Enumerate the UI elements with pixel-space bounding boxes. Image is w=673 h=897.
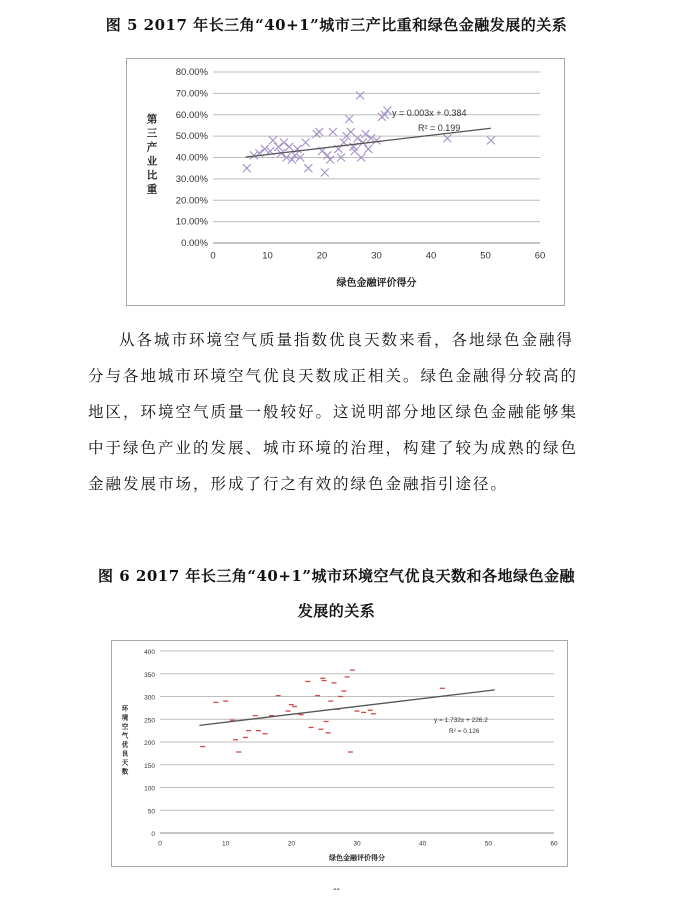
x-tick-label: 10 [262, 250, 273, 262]
y-tick-label: 100 [144, 785, 155, 793]
figure-6-caption-line-1: 图 6 2017 年长三角“40+1”城市环境空气优良天数和各地绿色金融 [98, 567, 575, 585]
data-point [383, 106, 391, 114]
data-point [315, 128, 323, 136]
y-tick-label: 10.00% [175, 216, 208, 228]
trendline-equation: y = 1.732x + 226.2 [434, 717, 488, 724]
x-tick-label: 30 [371, 250, 382, 262]
data-point [243, 164, 251, 172]
y-tick-label: 80.00% [175, 67, 208, 78]
x-tick-label: 50 [480, 250, 491, 262]
paragraph-text: 从各城市环境空气质量指数优良天数来看，各地绿色金融得分与各地城市环境空气优良天数成正相关。绿色金融得分较高的地区，环境空气质量一般较好。这说明部分地区绿色金融能够集中于绿色产业的发展、城市环境的治理，构建了较为成熟的绿色金融发展市场，形成了行之有效的绿色金融指引途径。 [88, 331, 579, 493]
y-tick-label: 50 [147, 808, 155, 816]
y-tick-label: 400 [144, 649, 155, 656]
data-point [269, 136, 277, 144]
y-tick-label: 20.00% [175, 195, 208, 207]
x-tick-label: 0 [210, 250, 216, 262]
y-tick-label: 300 [144, 694, 155, 702]
data-point [353, 134, 361, 142]
y-tick-label: 0 [151, 831, 155, 838]
data-point [321, 168, 329, 176]
data-point [345, 115, 353, 123]
y-axis-label: 第三产业比重 [146, 113, 158, 196]
body-paragraph [88, 322, 588, 502]
data-point [326, 156, 334, 164]
y-tick-label: 30.00% [175, 173, 208, 185]
x-tick-label: 60 [550, 840, 558, 848]
y-tick-label: 60.00% [175, 109, 208, 121]
figure-6-scatter-chart [112, 641, 567, 866]
x-tick-label: 50 [484, 840, 492, 848]
figure-5-chart-frame [126, 58, 565, 306]
page-number: -- [333, 884, 340, 895]
data-point [302, 139, 310, 147]
x-axis-label: 绿色金融评价得分 [336, 278, 417, 289]
r-squared-label: R² = 0.199 [418, 123, 461, 133]
data-point [274, 143, 282, 151]
r-squared-label: R² = 0.126 [449, 728, 480, 735]
x-tick-label: 20 [316, 250, 328, 262]
y-tick-label: 50.00% [175, 131, 208, 143]
y-tick-label: 70.00% [175, 88, 208, 100]
trendline-equation: y = 0.003x + 0.384 [392, 108, 467, 118]
data-point [443, 134, 451, 142]
x-tick-label: 40 [425, 250, 437, 262]
figure-5-caption: 图 5 2017 年长三角“40+1”城市三产比重和绿色金融发展的关系 [105, 16, 568, 34]
data-point [329, 128, 337, 136]
data-point [285, 143, 293, 151]
y-tick-label: 40.00% [175, 152, 208, 164]
x-tick-label: 10 [222, 840, 230, 848]
y-axis-label: 环境空气优良天数 [121, 705, 129, 776]
data-point [304, 164, 312, 172]
y-tick-label: 250 [144, 717, 155, 725]
y-tick-label: 150 [144, 762, 155, 770]
data-point [487, 136, 495, 144]
x-tick-label: 30 [353, 840, 361, 848]
x-axis-label: 绿色金融评价得分 [329, 855, 385, 862]
data-point [280, 139, 288, 147]
x-tick-label: 60 [534, 250, 546, 262]
data-point [323, 151, 331, 159]
data-point [362, 130, 370, 138]
y-tick-label: 0.00% [181, 238, 208, 249]
figure-6-chart-frame [111, 640, 568, 867]
data-point [356, 92, 364, 100]
y-tick-label: 200 [144, 740, 155, 747]
x-tick-label: 0 [158, 840, 162, 848]
x-tick-label: 40 [419, 840, 427, 848]
x-tick-label: 20 [287, 840, 295, 848]
data-point [364, 145, 372, 153]
figure-6-caption-line-2: 发展的关系 [297, 602, 376, 620]
y-tick-label: 350 [144, 671, 155, 679]
figure-5-scatter-chart [127, 59, 564, 305]
